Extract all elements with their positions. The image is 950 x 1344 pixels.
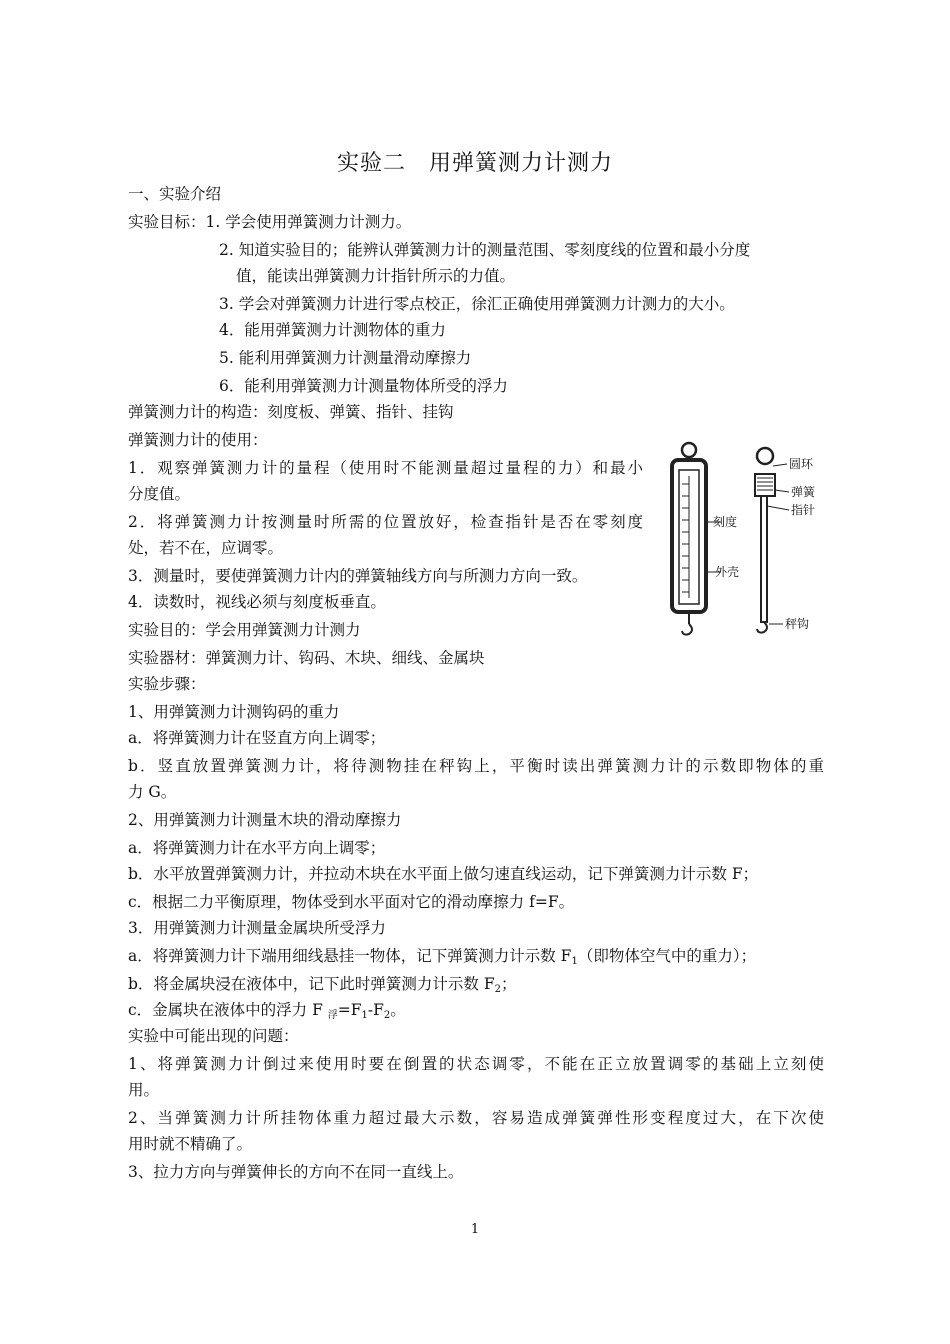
label-hook: 秤钩 xyxy=(785,617,810,631)
subscript-f1: 1 xyxy=(361,1010,368,1021)
usage-1b: 分度值。 xyxy=(128,485,191,503)
usage-4: 4．读数时，视线必须与刻度板垂直。 xyxy=(128,593,386,611)
step-3c xyxy=(128,1000,406,1026)
usage-3: 3．测量时，要使弹簧测力计内的弹簧轴线方向与所测力方向一致。 xyxy=(128,567,588,585)
goal-6: 6．能利用弹簧测力计测量物体所受的浮力 xyxy=(219,377,508,395)
step-3b-end: ； xyxy=(500,975,517,993)
usage-1a: 1．观察弹簧测力计的量程（使用时不能测量超过量程的力）和最小 xyxy=(128,459,643,477)
step-3a-text: a．将弹簧测力计下端用细线悬挂一物体，记下弹簧测力计示数 F xyxy=(128,947,572,965)
usage-heading: 弹簧测力计的使用： xyxy=(128,431,268,449)
step-2a: a．将弹簧测力计在水平方向上调零； xyxy=(128,839,386,857)
problem-2a: 2、当弹簧测力计所挂物体重力超过最大示数，容易造成弹簧弹性形变程度过大，在下次使 xyxy=(128,1109,824,1127)
subscript-2: 2 xyxy=(494,984,501,995)
label-shell: 外壳 xyxy=(715,565,740,579)
problem-1a: 1、将弹簧测力计倒过来使用时要在倒置的状态调零，不能在正立放置调零的基础上立刻使 xyxy=(128,1055,824,1073)
subscript-f2: 2 xyxy=(383,1010,391,1021)
problem-1b: 用。 xyxy=(128,1081,160,1099)
problem-2b: 用时就不精确了。 xyxy=(128,1135,253,1153)
subscript-1: 1 xyxy=(571,956,578,967)
step-2: 2、用弹簧测力计测量木块的滑动摩擦力 xyxy=(128,811,402,829)
step-3c-eq: =F xyxy=(337,1001,362,1019)
step-1b-line1: b．竖直放置弹簧测力计，将待测物挂在秤钩上，平衡时读出弹簧测力计的示数即物体的重 xyxy=(128,757,824,775)
section-heading: 一、实验介绍 xyxy=(128,185,222,203)
step-3a-note: （即物体空气中的重力）； xyxy=(577,947,757,965)
goal-4: 4．能用弹簧测力计测物体的重力 xyxy=(219,321,446,339)
goal-2a: 2. 知道实验目的；能辨认弹簧测力计的测量范围、零刻度线的位置和最小分度 xyxy=(219,241,751,259)
goal-2b: 值，能读出弹簧测力计指针所示的力值。 xyxy=(236,267,516,285)
label-scale: 刻度 xyxy=(713,515,738,529)
page-title: 实验二 用弹簧测力计测力 xyxy=(336,151,613,176)
step-2c: c．根据二力平衡原理，物体受到水平面对它的滑动摩擦力 f=F。 xyxy=(128,893,575,911)
equipment-line: 实验器材：弹簧测力计、钩码、木块、细线、金属块 xyxy=(128,649,485,667)
step-1b-line2: 力 G。 xyxy=(128,783,177,801)
scale-ticks xyxy=(682,484,689,592)
hook-icon xyxy=(682,624,692,635)
scale-front-view xyxy=(672,443,739,635)
step-3c-minus: -F xyxy=(367,1001,384,1019)
scale-internal-view xyxy=(755,448,816,633)
usage-2b: 处，若不在，应调零。 xyxy=(128,539,284,557)
subscript-buoyancy: 浮 xyxy=(327,1010,338,1021)
problems-heading: 实验中可能出现的问题： xyxy=(128,1027,299,1045)
ring-icon xyxy=(757,448,773,464)
usage-2a: 2．将弹簧测力计按测量时所需的位置放好，检查指针是否在零刻度 xyxy=(128,513,643,531)
step-3c-text: c．金属块在液体中的浮力 F xyxy=(128,1001,328,1019)
step-1: 1、用弹簧测力计测钩码的重力 xyxy=(128,703,340,721)
goal-5: 5. 能利用弹簧测力计测量滑动摩擦力 xyxy=(219,349,472,367)
top-ring-icon xyxy=(682,443,696,457)
step-2b: b．水平放置弹簧测力计，并拉动木块在水平面上做匀速直线运动，记下弹簧测力计示数 F； xyxy=(128,865,759,883)
spring-coils xyxy=(757,478,773,490)
problem-3: 3、拉力方向与弹簧伸长的方向不在同一直线上。 xyxy=(128,1163,464,1181)
goal-3: 3. 学会对弹簧测力计进行零点校正，徐汇正确使用弹簧测力计测力的大小。 xyxy=(219,295,735,313)
step-3a xyxy=(128,946,756,972)
step-3: 3．用弹簧测力计测量金属块所受浮力 xyxy=(128,919,386,937)
goal-1: 实验目标：1. 学会使用弹簧测力计测力。 xyxy=(128,213,412,231)
page-number: 1 xyxy=(470,1222,480,1237)
label-spring: 弹簧 xyxy=(791,485,816,499)
step-3b xyxy=(128,974,517,1000)
purpose-line: 实验目的：学会用弹簧测力计测力 xyxy=(128,621,361,639)
structure-line: 弹簧测力计的构造：刻度板、弹簧、指针、挂钩 xyxy=(128,403,454,421)
steps-heading: 实验步骤： xyxy=(128,675,206,693)
label-pointer: 指针 xyxy=(791,503,816,517)
scale-hook-icon xyxy=(757,622,767,633)
spring-scale-figure xyxy=(655,440,830,640)
step-1a: a．将弹簧测力计在竖直方向上调零； xyxy=(128,729,386,747)
step-3c-end: 。 xyxy=(390,1001,406,1019)
step-3b-text: b．将金属块浸在液体中，记下此时弹簧测力计示数 F xyxy=(128,975,495,993)
label-ring: 圆环 xyxy=(789,457,814,471)
spring-box xyxy=(755,474,775,496)
rod xyxy=(761,496,767,622)
